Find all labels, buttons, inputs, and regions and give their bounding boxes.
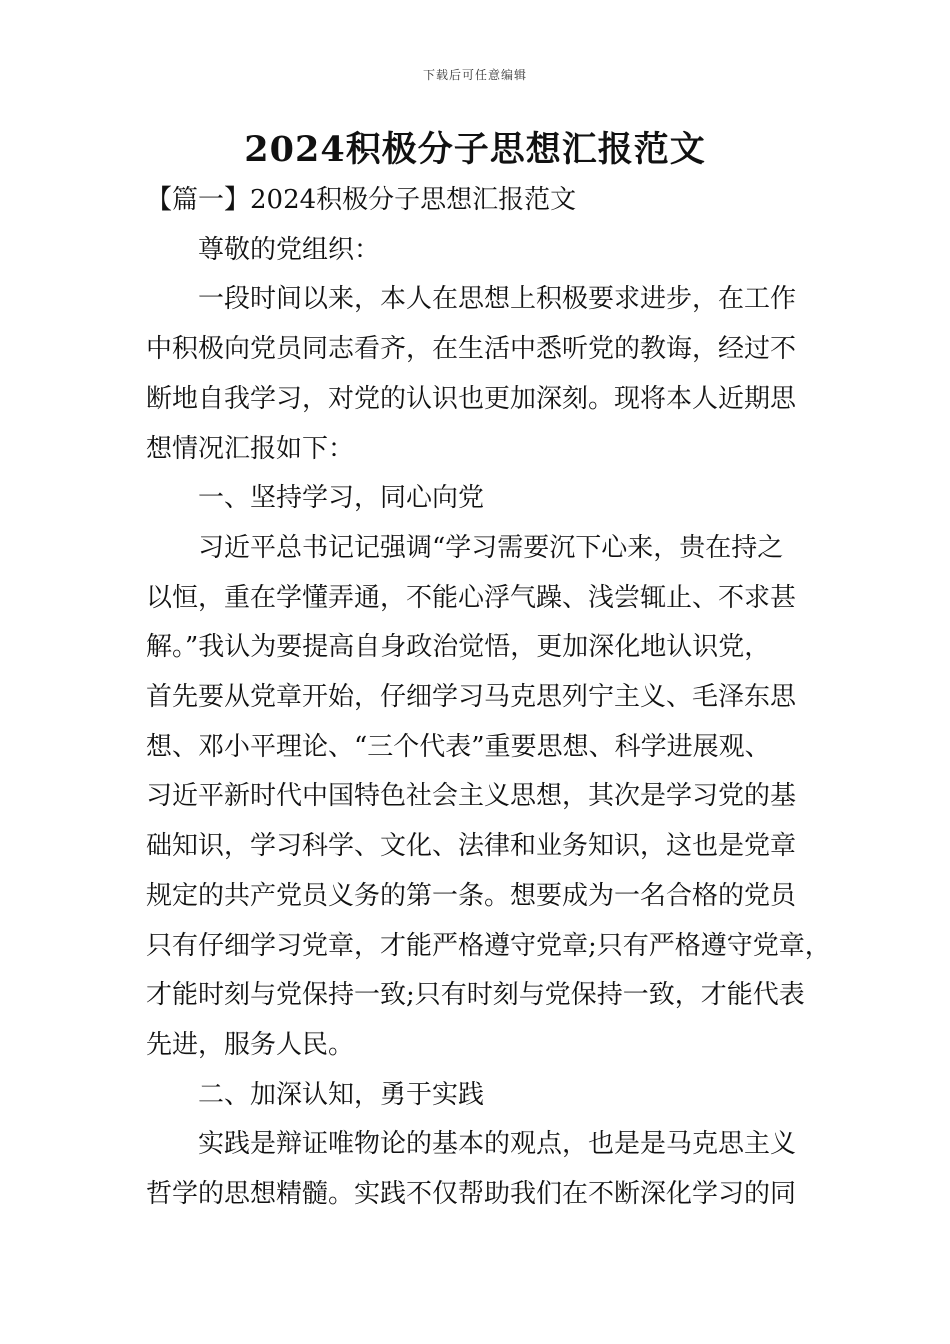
body-line: 想情况汇报如下：	[146, 433, 355, 464]
body-line: 以恒，重在学懂弄通，不能心浮气躁、浅尝辄止、不求甚	[146, 582, 797, 613]
body-line: 想、邓小平理论、“三个代表”重要思想、科学进展观、	[146, 731, 771, 762]
body-line: 首先要从党章开始，仔细学习马克思列宁主义、毛泽东思	[146, 682, 797, 713]
body-line: 习近平新时代中国特色社会主义思想，其次是学习党的基	[146, 781, 797, 812]
body-line: 实践是辩证唯物论的基本的观点，也是是马克思主义	[198, 1129, 797, 1160]
body-line: 中积极向党员同志看齐，在生活中悉听党的教诲，经过不	[146, 334, 797, 365]
body-line: 规定的共产党员义务的第一条。想要成为一名合格的党员	[146, 880, 797, 911]
header-note: 下载后可任意编辑	[422, 68, 527, 82]
body-line: 先进，服务人民。	[146, 1029, 355, 1060]
body-line: 一段时间以来，本人在思想上积极要求进步，在工作	[198, 284, 797, 315]
body-line: 础知识，学习科学、文化、法律和业务知识，这也是党章	[146, 831, 797, 862]
body-line: 解。”我认为要提高自身政治觉悟，更加深化地认识党，	[146, 632, 771, 663]
body-line: 才能时刻与党保持一致;只有时刻与党保持一致，才能代表	[146, 980, 805, 1011]
body-line: 断地自我学习，对党的认识也更加深刻。现将本人近期思	[146, 383, 797, 414]
subheading-one: 一、坚持学习，同心向党	[198, 483, 485, 514]
section-heading-part-one: 【篇一】2024积极分子思想汇报范文	[146, 185, 577, 215]
salutation: 尊敬的党组织：	[198, 234, 381, 265]
document-body	[146, 176, 831, 1220]
body-line: 习近平总书记记强调“学习需要沉下心来，贵在持之	[198, 532, 784, 563]
document-title: 2024积极分子思想汇报范文	[244, 129, 706, 170]
subheading-two: 二、加深认知，勇于实践	[198, 1079, 485, 1110]
body-line: 哲学的思想精髓。实践不仅帮助我们在不断深化学习的同	[146, 1179, 797, 1210]
body-line: 只有仔细学习党章，才能严格遵守党章;只有严格遵守党章，	[146, 930, 831, 961]
